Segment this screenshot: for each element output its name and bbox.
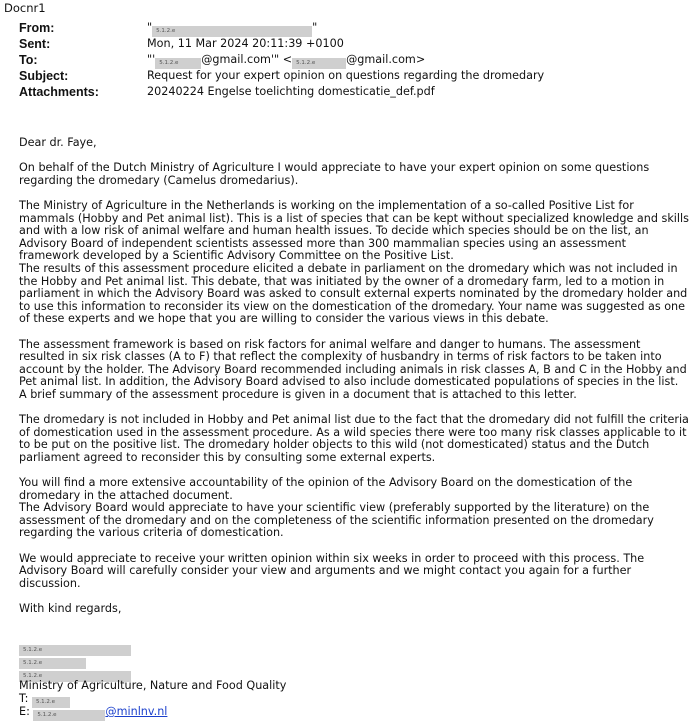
sent-label: Sent:	[19, 37, 51, 51]
redaction-box: 5.1.2.e	[292, 58, 346, 69]
closing: With kind regards,	[19, 601, 122, 615]
paragraph: The results of this assessment procedure elicited a debate in parliament on the dromedary which was not included in the Hobby and Pet animal list. This debate, that was initiated by the owner of a dromedary farm, led to a motion in parliament in which the Advisory Board was asked to consult external experts nominated by the dromedary holder and to use this information to reconsider its view on the domestication of the dromedary. Your name was suggested as one of these experts and we hope that you are willing to consider the various views in this debate.	[19, 261, 688, 326]
from-label: From:	[19, 21, 55, 35]
paragraph: On behalf of the Dutch Ministry of Agriculture I would appreciate to have your expert opinion on some questions regarding the dromedary (Camelus dromedarius).	[19, 161, 650, 187]
to-value: "' 5.1.2.e @gmail.com'" < 5.1.2.e @gmail.com>	[147, 54, 425, 69]
document-number: Docnr1	[4, 1, 46, 15]
email-link[interactable]: @minlnv.nl	[105, 705, 168, 718]
redaction-box: 5.1.2.e	[152, 26, 312, 37]
email-line	[19, 706, 286, 719]
paragraph: The assessment framework is based on risk factors for animal welfare and danger to humans. The assessment resulted in six risk classes (A to F) that reflect the complexity of husbandry in terms of risk factors to be taken into account by the holder. The Advisory Board recommended including animals in risk classes A, B and C in the Hobby and Pet animal list. In addition, the Advisory Board advised to also include domesticated populations of species in the list. A brief summary of the assessment procedure is given in a document that is attached to this letter.	[19, 337, 687, 401]
redaction-box: 5.1.2.e	[155, 58, 201, 69]
paragraph: The Ministry of Agriculture in the Netherlands is working on the implementation of a so-called Positive List for mammals (Hobby and Pet animal list). This is a list of species that can be kept without specialized knowledge and skills and with a low risk of animal welfare and human health issues. To decide which species should be on the list, an Advisory Board of independent scientists assessed more than 300 mammalian species using an assessment framework developed by a Scientific Advisory Committee on the Positive List.	[19, 198, 689, 263]
email-body	[19, 137, 689, 628]
phone-label: T:	[19, 692, 29, 705]
attachments-label: Attachments:	[19, 85, 99, 99]
redaction-box: 5.1.2.e	[33, 710, 105, 721]
paragraph: The Advisory Board would appreciate to have your scientific view (preferably supported by the literature) on the assessment of the dromedary and on the completeness of the scientific information presented on the dromedary regarding the various criteria of domestication.	[19, 501, 654, 540]
redaction-box: 5.1.2.e	[19, 645, 131, 656]
paragraph: The dromedary is not included in Hobby and Pet animal list due to the fact that the dromedary did not fulfill the criteria of domestication used in the assessment procedure. As a wild species there were too many risk classes applicable to it to be put on the positive list. The dromedary holder objects to this wild (not domesticated) status and the Dutch parliament agreed to reconsider this by consulting some external experts.	[19, 413, 689, 464]
paragraph: You will find a more extensive accountability of the opinion of the Advisory Board on the domestication of the dromedary in the attached document.	[19, 476, 633, 502]
greeting: Dear dr. Faye,	[19, 136, 97, 149]
redaction-box: 5.1.2.e	[19, 671, 131, 682]
signature-block	[19, 641, 286, 719]
redaction-box: 5.1.2.e	[32, 697, 70, 708]
subject-value: Request for your expert opinion on questions regarding the dromedary	[147, 69, 545, 82]
redaction-box: 5.1.2.e	[19, 658, 86, 669]
paragraph: We would appreciate to receive your written opinion within six weeks in order to proceed with this process. The Advisory Board will carefully consider your view and arguments and we might contact you again for a further discussion.	[19, 551, 645, 590]
from-value: " 5.1.2.e "	[147, 22, 317, 37]
sent-value: Mon, 11 Mar 2024 20:11:39 +0100	[147, 37, 344, 50]
subject-label: Subject:	[19, 69, 69, 83]
email-label: E:	[19, 705, 30, 718]
to-label: To:	[19, 53, 38, 67]
organization-name: Ministry of Agriculture, Nature and Food Quality	[19, 679, 287, 692]
attachment-filename[interactable]: 20240224 Engelse toelichting domesticatie_def.pdf	[147, 85, 435, 98]
